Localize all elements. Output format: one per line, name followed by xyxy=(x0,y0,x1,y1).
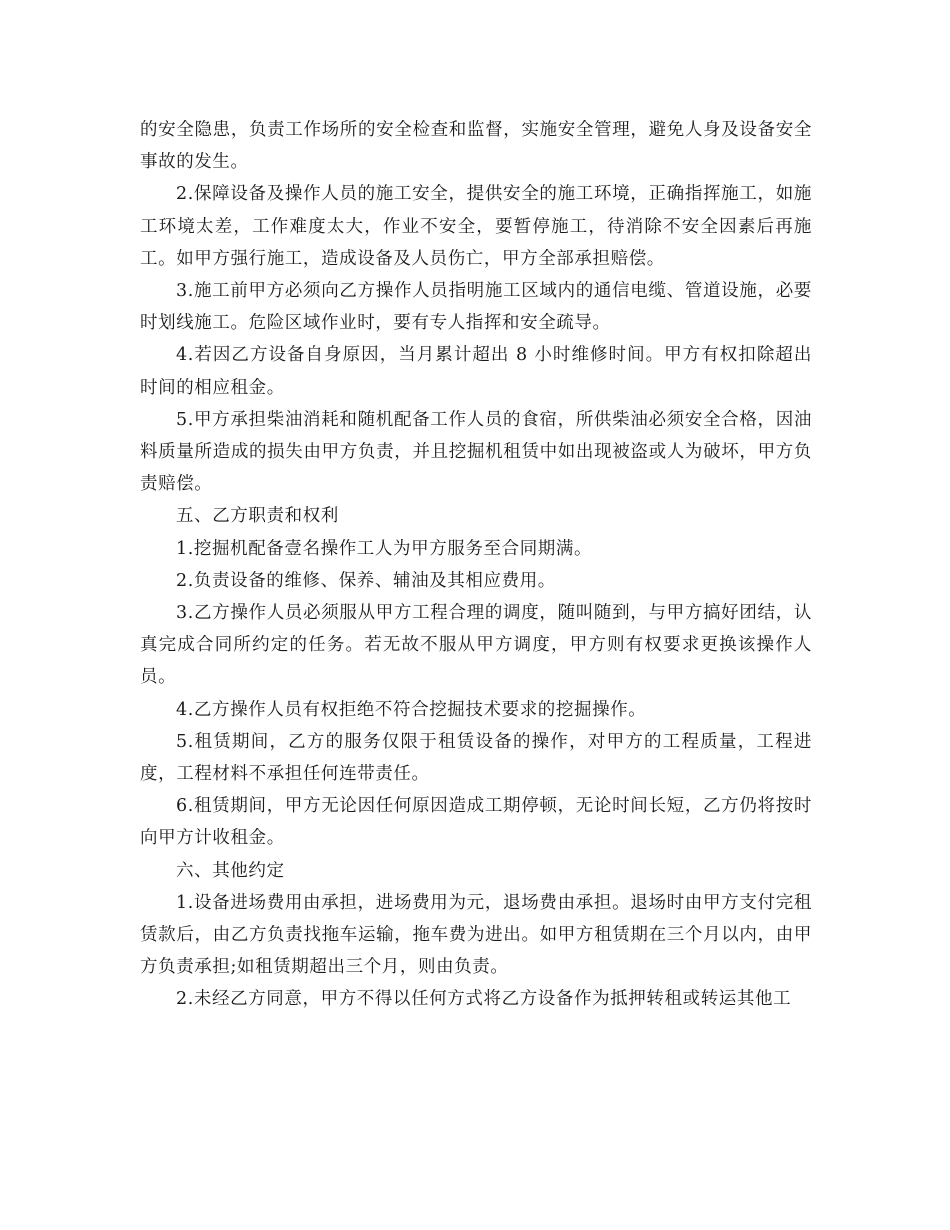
section-heading: 六、其他约定 xyxy=(176,860,285,881)
paragraph: 2.负责设备的维修、保养、辅油及其相应费用。 xyxy=(176,570,556,591)
paragraph: 3.乙方操作人员必须服从甲方工程合理的调度，随叫随到，与甲方搞好团结，认真完成合同所约定的任务。若无故不服从甲方调度，甲方则有权要求更换该操作人员。 xyxy=(140,603,812,688)
section-heading: 五、乙方职责和权利 xyxy=(176,506,339,527)
paragraph: 2.保障设备及操作人员的施工安全，提供安全的施工环境，正确指挥施工，如施工环境太差，工作难度太大，作业不安全，要暂停施工，待消除不安全因素后再施工。如甲方强行施工，造成设备及人员伤亡，甲方全部承担赔偿。 xyxy=(140,184,812,269)
paragraph: 3.施工前甲方必须向乙方操作人员指明施工区域内的通信电缆、管道设施，必要时划线施工。危险区域作业时，要有专人指挥和安全疏导。 xyxy=(140,281,812,334)
document-body xyxy=(140,114,812,1016)
paragraph: 4.若因乙方设备自身原因，当月累计超出 8 小时维修时间。甲方有权扣除超出时间的相应租金。 xyxy=(140,345,812,398)
paragraph: 1.挖掘机配备壹名操作工人为甲方服务至合同期满。 xyxy=(176,538,593,559)
paragraph: 6.租赁期间，甲方无论因任何原因造成工期停顿，无论时间长短，乙方仍将按时向甲方计收租金。 xyxy=(140,796,812,849)
paragraph: 1.设备进场费用由承担，进场费用为元，退场费由承担。退场时由甲方支付完租赁款后，由乙方负责找拖车运输，拖车费为进出。如甲方租赁期在三个月以内，由甲方负责承担;如租赁期超出三个月，则由负责。 xyxy=(140,892,812,978)
paragraph: 4.乙方操作人员有权拒绝不符合挖掘技术要求的挖掘操作。 xyxy=(176,699,647,720)
paragraph: 2.未经乙方同意，甲方不得以任何方式将乙方设备作为抵押转租或转运其他工 xyxy=(176,989,792,1010)
paragraph: 5.甲方承担柴油消耗和随机配备工作人员的食宿，所供柴油必须安全合格，因油料质量所造成的损失由甲方负责，并且挖掘机租赁中如出现被盗或人为破坏，甲方负责赔偿。 xyxy=(140,409,812,495)
paragraph: 的安全隐患，负责工作场所的安全检查和监督，实施安全管理，避免人身及设备安全事故的发生。 xyxy=(140,120,812,173)
paragraph: 5.租赁期间，乙方的服务仅限于租赁设备的操作，对甲方的工程质量，工程进度，工程材料不承担任何连带责任。 xyxy=(140,731,812,785)
